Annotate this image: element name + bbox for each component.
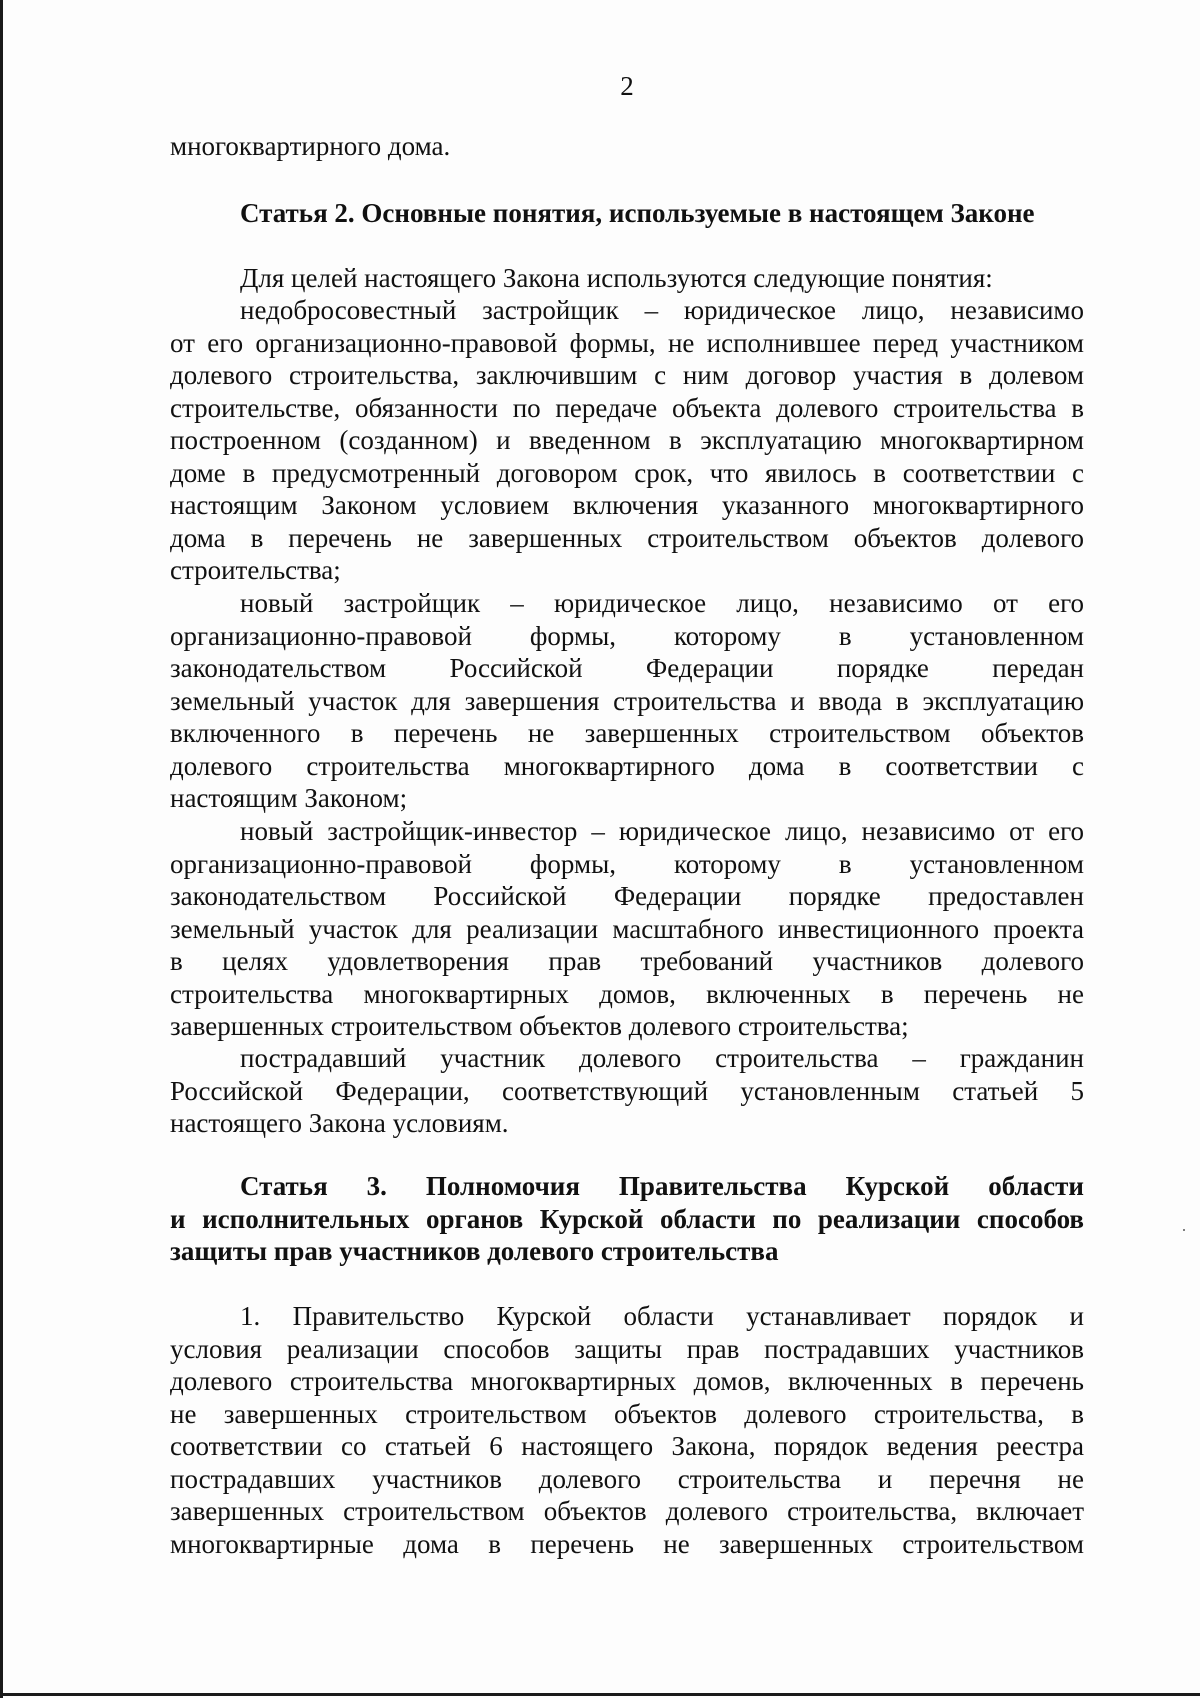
text-line: пострадавших участников долевого строительства и перечня не [170,1463,1084,1494]
scan-left-edge [0,0,3,1698]
text-line: законодательством Российской Федерации порядке предоставлен [170,881,1084,911]
text-line: не завершенных строительством объектов долевого строительства, в [170,1398,1084,1429]
text-line: условия реализации способов защиты прав пострадавших участников [170,1333,1084,1364]
text-line: Российской Федерации, соответствующий установленным статьей 5 [170,1075,1084,1106]
article-3-heading [170,1170,1084,1268]
text-line: строительства; [170,555,341,585]
continuation-line: многоквартирного дома. [170,131,451,161]
text-line: в целях удовлетворения прав требований участников долевого [170,946,1084,976]
text-line: многоквартирные дома в перечень не завершенных строительством [170,1528,1084,1559]
scan-speck [1183,1229,1185,1231]
article-3-paragraph-1 [170,1300,1084,1560]
text-line: новый застройщик – юридическое лицо, независимо от его [240,588,1084,618]
text-line: дома в перечень не завершенных строительством объектов долевого [170,522,1084,553]
scan-bottom-edge [0,1693,1200,1696]
text-line: земельный участок для завершения строительства и ввода в эксплуатацию [170,685,1084,716]
text-line: соответствии со статьей 6 настоящего Закона, порядок ведения реестра [170,1431,1084,1461]
article-2-definition-new-developer-investor [170,815,1084,1043]
text-line: законодательством Российской Федерации порядке передан [170,653,1084,683]
article-2-heading: Статья 2. Основные понятия, используемые в настоящем Законе [240,198,1035,228]
article-2-definition-affected-participant [170,1042,1084,1140]
text-line: пострадавший участник долевого строительства – гражданин [240,1043,1084,1073]
text-line: долевого строительства, заключившим с ним договор участия в долевом [170,360,1084,390]
text-line: завершенных строительством объектов долевого строительства, включает [170,1496,1084,1526]
text-line: включенного в перечень не завершенных строительством объектов [170,718,1084,748]
heading-line: и исполнительных органов Курской области по реализации способов [170,1203,1084,1234]
text-line: настоящего Закона условиям. [170,1108,509,1138]
text-line: 1. Правительство Курской области устанавливает порядок и [240,1301,1084,1331]
text-line: организационно-правовой формы, которому в установленном [170,620,1084,651]
text-line: долевого строительства многоквартирного дома в соответствии с [170,750,1084,781]
text-line: от его организационно-правовой формы, не исполнившее перед участником [170,327,1084,358]
text-line: земельный участок для реализации масштабного инвестиционного проекта [170,913,1084,944]
text-line: настоящим Законом условием включения указанного многоквартирного [170,490,1084,520]
text-line: доме в предусмотренный договором срок, что явилось в соответствии с [170,457,1084,488]
text-line: долевого строительства многоквартирных домов, включенных в перечень [170,1366,1084,1396]
text-line: строительства многоквартирных домов, включенных в перечень не [170,978,1084,1009]
text-line: недобросовестный застройщик – юридическое лицо, независимо [240,295,1084,325]
text-line: новый застройщик-инвестор – юридическое лицо, независимо от его [240,816,1084,846]
page-number: 2 [620,71,634,101]
article-2-intro: Для целей настоящего Закона используются следующие понятия: [240,263,993,293]
text-line: завершенных строительством объектов долевого строительства; [170,1011,909,1041]
heading-line: Статья 3. Полномочия Правительства Курской области [240,1171,1084,1201]
article-2-definition-new-developer [170,587,1084,815]
text-line: построенном (созданном) и введенном в эксплуатацию многоквартирном [170,425,1084,455]
article-2-definition-unscrupulous-developer [170,294,1084,587]
text-line: строительстве, обязанности по передаче объекта долевого строительства в [170,392,1084,423]
heading-line: защиты прав участников долевого строительства [170,1236,779,1266]
text-line: организационно-правовой формы, которому в установленном [170,848,1084,879]
text-line: настоящим Законом; [170,783,408,813]
